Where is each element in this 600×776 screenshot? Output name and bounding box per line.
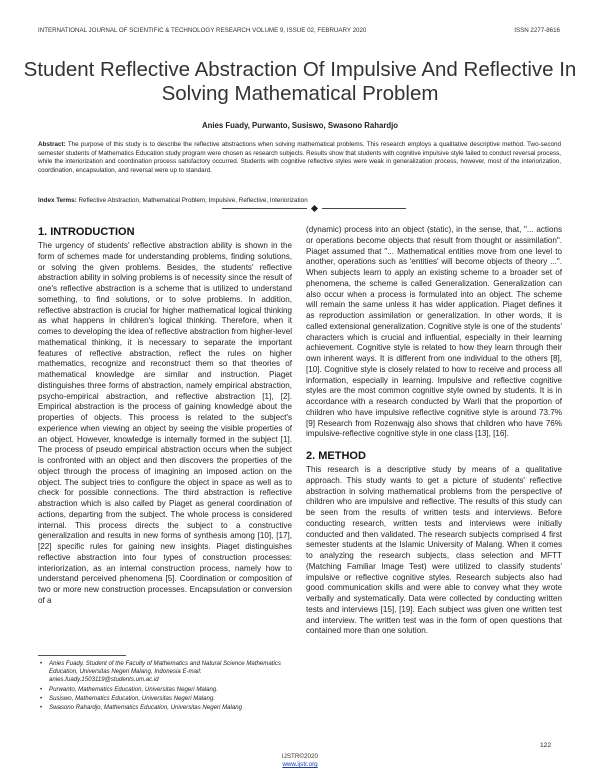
right-column [306, 225, 562, 637]
index-terms-label: Index Terms: [38, 197, 77, 204]
footnote-item: • Purwanto, Mathematics Education, Universitas Negeri Malang. [38, 686, 290, 694]
left-column [38, 225, 292, 607]
section-separator [222, 206, 406, 211]
method-heading: 2. METHOD [306, 450, 366, 462]
footnote-item: • Anies Fuady, Student of the Faculty of Mathematics and Natural Science Mathematics Education, Universitas Negeri Malang, Indonesia E-mail: anies.fuady.1503119@students.um.ac.id [38, 660, 290, 685]
abstract-text: The purpose of this study is to describe the reflective abstractions when solving mathematical problems. This research employs a qualitative descriptive method. Two-second semester students of Mathematics Education study program were chosen as research subjects. Results show that students with cognitive impulsive style failed to conduct reversal process, while the interiorization and coordination process satisfactory occurred. Students with cognitive reflective styles were weak in generalization process, however, most of the interiorization, coordination, encapsulation, and reversal were up to standard. [38, 141, 561, 174]
journal-link[interactable]: www.ijstr.org [282, 761, 318, 768]
index-terms-text: Reflective Abstraction, Mathematical Problem, Impulsive, Reflective, Interiorization [76, 197, 308, 204]
footnote-divider [38, 655, 126, 656]
issn: ISSN 2277-8616 [514, 27, 560, 34]
diamond-icon [310, 205, 317, 212]
paper-title: Student Reflective Abstraction Of Impulsive And Reflective In Solving Mathematical Problem [23, 58, 577, 105]
intro-continued-paragraph: (dynamic) process into an object (static), in the sense, that, "... actions or operations become objects that result from thought or assimilation". Piaget assumed that "... Mathematical entities move from one level to another, operations such as 'entities' will become objects of theory ...". When subjects learn to apply an existing scheme to a broader set of phenomena, the scheme is called Generalization. Generalization can also occur when a process is formulated into an object. The scheme will remain the same unless it has wider application. Piaget defines it as reproduction assimilation or generalization. In other words, it is called extensional generalization. Cognitive style is one of the students' characters which is crucial and influential, especially in their learning achievement. Cognitive style is related to how they learn through their own inherent ways. It is different from one individual to the others [8], [10]. Cognitive style is closely related to how to receive and process all information, especially in learning. Impulsive and reflective cognitive styles are the most common cognitive style owned by students. It is in accordance with a research conducted by Warli that the proportion of children who have impulsive reflective cognitive style is around 73.7% [9] Research from Rozenwajg also shows that children who have 76% impulsive-reflective cognitive style in one class [13], [16]. [306, 225, 562, 439]
method-paragraph: This research is a descriptive study by means of a qualitative approach. This study wants to get a picture of students' reflective abstraction in solving mathematical problems from the perspective of children who are impulsive and reflective. The results of this study can be seen from the results of written tests and interviews. Before conducting research, written tests and interviews were initially conducted and then validated. The research subjects comprised 4 first semester students at the Islamic University of Malang. When it comes to analyzing the research subjects, class selection and MFTT (Matching Familiar Image Test) were utilized to classify students' impulsive or reflective cognitive styles. Research subjects also had good communication skills and were able to convey what they wrote verbally and systematically. Data were collected by conducting written tests and interviews [15], [19]. Each subject was given one written test and interview. The written test was in the form of open questions that contained more than one solution. [306, 465, 562, 636]
footnote-item: • Swasono Rahardjo, Mathematics Education, Universitas Negeri Malang [38, 704, 290, 712]
separator-line-right [322, 208, 407, 209]
intro-paragraph: The urgency of students' reflective abstraction ability is shown in the form of schemes made for understanding problems, finding solutions, or solving the given problems. Besides, the students' reflective abstraction ability in solving problems is of necessity since the result of one's reflective abstraction is a scheme that is utilized to understand something, to find solutions, or to solve problems. In addition, reflective abstraction is crucial for higher mathematical logical thinking as what happens in children's logical thinking. Therefore, when it comes to developing the idea of reflective abstraction from higher-level mathematical thinking, it is necessary to separate the important features of reflective abstraction, reflect the rules on higher mathematics, recognize and reconstruct them so that theories of mathematical knowledge are similar and instruction. Piaget distinguishes three forms of abstraction, namely empirical abstraction, psycho-empirical abstraction, and reflective abstraction [1], [2]. Empirical abstraction is the process of gaining knowledge about the properties of objects. This process is related to the subject's experience when viewing an object by seeing the visible properties of an object. However, knowledge is internally formed in the subject [1]. The process of pseudo empirical abstraction occurs when the subject is confronted with an object and then discovers the properties of the object through the process of imagining an imposed action on the object. The subject tries to configure the object in space as well as to check for possible connections. The third abstraction is reflective abstraction which is also called by Piaget as general coordination of actions, departing from the subject. The whole process is considered internal. This process directs the subject to a constructive generalization and results in new forms of synthesis among [10], [17], [22] specific rules for gaining new insights. Piaget distinguishes reflective abstraction into four types of construction processes: interiorization, as an internal construction process, namely how to understand perceived phenomena [5]. Coordination or composition of two or more new construction processes. Encapsulation or conversion of a [38, 241, 292, 605]
abstract-label: Abstract: [38, 141, 66, 148]
copyright: IJSTR©2020 [281, 753, 319, 760]
page-footer [200, 753, 400, 769]
journal-header [38, 27, 560, 34]
journal-name: INTERNATIONAL JOURNAL OF SCIENTIFIC & TECHNOLOGY RESEARCH VOLUME 9, ISSUE 02, FEBRUARY 2020 [38, 27, 367, 34]
separator-line-left [222, 208, 307, 209]
author-footnotes [38, 660, 290, 713]
page-number: 122 [540, 742, 552, 749]
index-terms [38, 197, 561, 204]
intro-heading: 1. INTRODUCTION [38, 226, 135, 238]
footnote-item: • Susiswo, Mathematics Education, Universitas Negeri Malang. [38, 695, 290, 703]
author-list: Anies Fuady, Purwanto, Susiswo, Swasono Rahardjo [201, 121, 399, 130]
abstract [38, 141, 561, 175]
